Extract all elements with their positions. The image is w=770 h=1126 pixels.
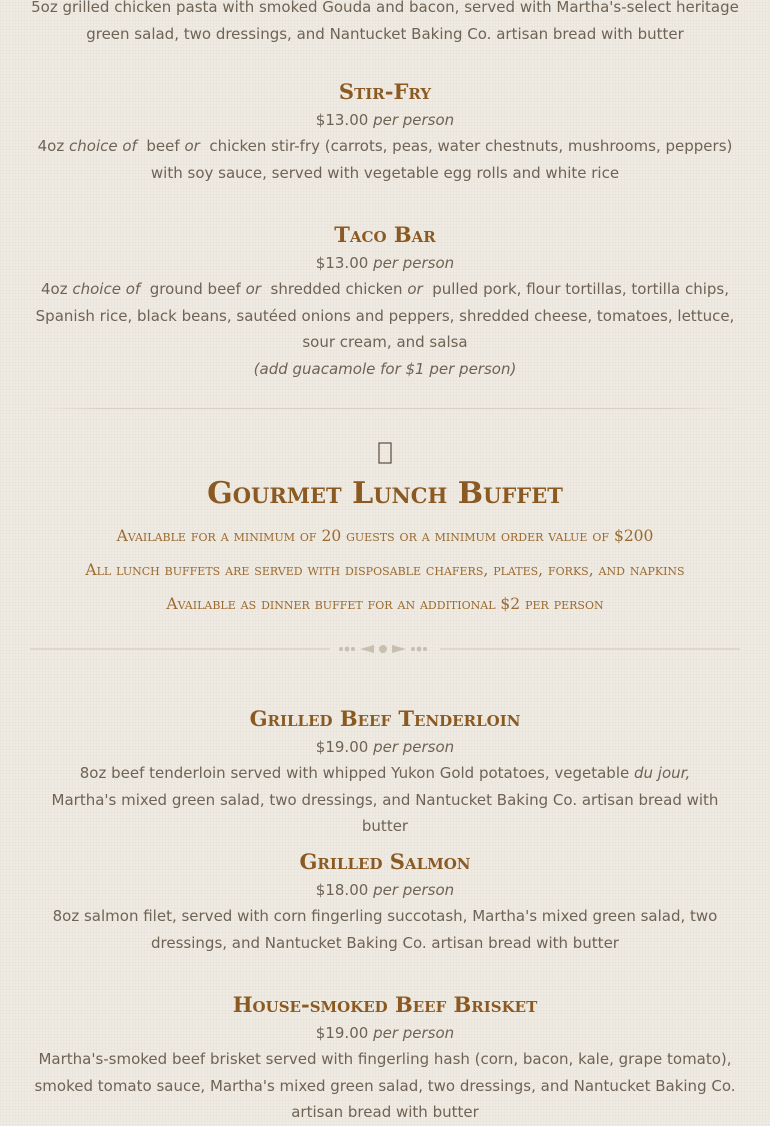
menu-item-stir-fry [30,78,740,186]
menu-item-title: Taco Bar [334,222,436,247]
menu-item-description [30,760,740,840]
menu-item-description [30,276,740,382]
menu-item-price [30,109,740,131]
desc-emphasis: choice of [69,137,137,155]
desc-text: chicken stir-fry (carrots, peas, water chestnuts, mushrooms, peppers) with soy sauce, served with vegetable egg rolls and white rice [150,137,733,182]
price-unit: per person [373,1024,455,1042]
dinner-option-note: Available as dinner buffet for an additional $2 per person [166,595,604,613]
price-amount: $19.00 [315,738,369,756]
disposables-note: All lunch buffets are served with disposable chafers, plates, forks, and napkins [85,561,685,579]
menu-item-price [30,879,740,901]
desc-emphasis: or [184,137,200,155]
menu-item-title: Stir-Fry [338,79,432,104]
menu-item-grilled-salmon [30,848,740,956]
desc-text: beef [146,137,180,155]
menu-item-beef-tenderloin [30,705,740,840]
section-divider [30,408,740,409]
menu-item-price [30,1022,740,1044]
menu-item-beef-brisket [30,991,740,1126]
menu-item-title: Grilled Beef Tenderloin [249,706,521,731]
desc-emphasis: or [407,280,423,298]
utensils-icon [0,436,770,470]
desc-text: Martha's mixed green salad, two dressings, and Nantucket Baking Co. artisan bread with butter [51,790,719,835]
price-unit: per person [373,254,455,272]
desc-text: shredded chicken [270,280,403,298]
desc-text: 8oz beef tenderloin served with whipped Yukon Gold potatoes, vegetable [79,764,630,782]
minimum-order-note: Available for a minimum of 20 guests or a minimum order value of $200 [116,527,654,545]
price-amount: $19.00 [315,1024,369,1042]
section-title: Gourmet Lunch Buffet [207,476,563,511]
desc-emphasis: du jour, [634,764,691,782]
desc-emphasis: choice of [72,280,141,298]
menu-item-description [30,903,740,956]
menu-item-price [30,252,740,274]
menu-item-description: 5oz grilled chicken pasta with smoked Gouda and bacon, served with Martha's-select heritage green salad, two dressings, and Nantucket Baking Co. artisan bread with butter [31,0,739,43]
price-unit: per person [373,881,455,899]
menu-item-title: Grilled Salmon [299,849,471,874]
desc-text: 4oz [40,280,68,298]
menu-item-taco-bar [30,221,740,382]
menu-item-description [30,133,740,186]
desc-text: ground beef [149,280,241,298]
price-unit: per person [373,738,455,756]
price-amount: $18.00 [315,881,369,899]
price-amount: $13.00 [315,111,369,129]
desc-text: pulled pork, flour tortillas, tortilla chips, Spanish rice, black beans, sautéed onions and peppers, shredded cheese, tomatoes, lettuce, sour cream, and salsa [35,280,735,351]
menu-item-description [30,1046,740,1126]
desc-emphasis: or [245,280,261,298]
price-unit: per person [373,111,455,129]
menu-item-price [30,736,740,758]
desc-text: 4oz [37,137,65,155]
menu-item-title: House-smoked Beef Brisket [232,992,538,1017]
desc-text: Martha's-smoked beef brisket served with fingerling hash (corn, bacon, kale, grape tomato), smoked tomato sauce, Martha's mixed green salad, two dressings, and Nantucket Baking Co. artisan bread with butter [34,1050,736,1121]
chicken-pasta-description [30,0,740,47]
guacamole-note: (add guacamole for $1 per person) [253,359,517,378]
ornament-divider [30,640,740,658]
price-amount: $13.00 [315,254,369,272]
desc-text: 8oz salmon filet, served with corn fingerling succotash, Martha's mixed green salad, two dressings, and Nantucket Baking Co. artisan bread with butter [52,907,718,952]
